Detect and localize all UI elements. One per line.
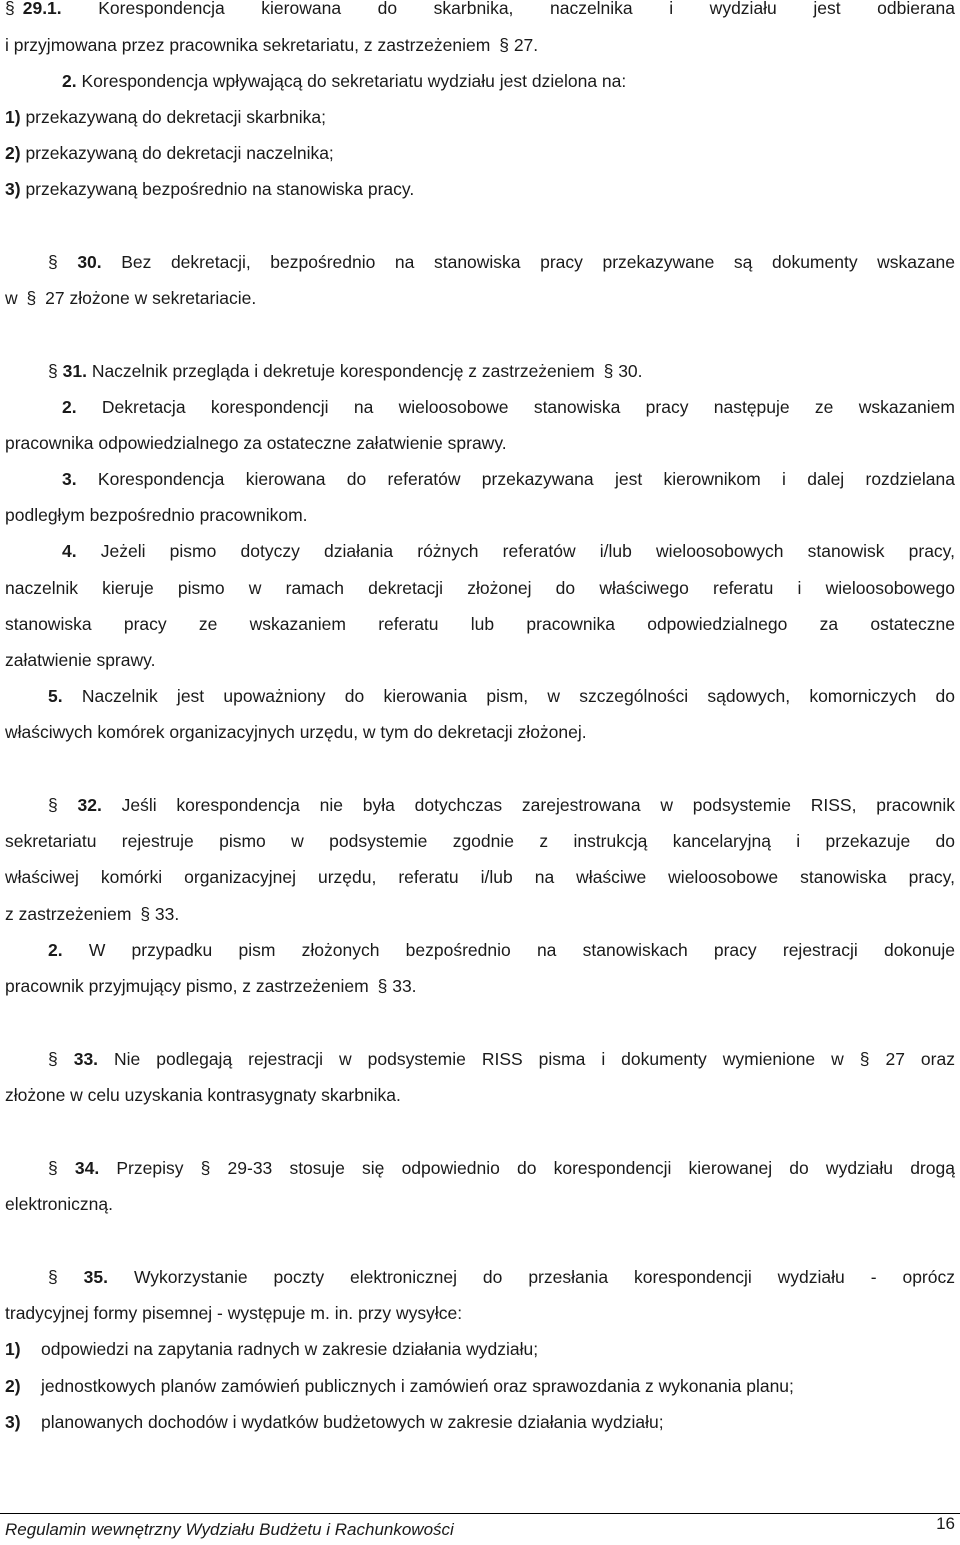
section-sign: § xyxy=(200,1158,211,1178)
para-number: 3. xyxy=(62,469,77,489)
item-text: przekazywaną bezpośrednio na stanowiska pracy. xyxy=(25,179,415,199)
para-number: 34. xyxy=(74,1158,100,1178)
para-text: elektroniczną. xyxy=(5,1194,113,1214)
para-30-line-1 xyxy=(5,251,955,273)
para-text: złożone w celu uzyskania kontrasygnaty skarbnika. xyxy=(5,1085,401,1105)
para-number: 29.1. xyxy=(22,0,62,18)
para-32-line-3 xyxy=(5,866,955,888)
para-text: Naczelnik jest upoważniony do kierowania pism, w szczególności sądowych, komorniczych do xyxy=(81,686,955,706)
page-number: 16 xyxy=(936,1514,955,1533)
section-sign: § xyxy=(140,904,151,924)
section-sign: § xyxy=(48,1158,58,1178)
para-text: 27 oraz xyxy=(885,1049,955,1069)
footer-title: Regulamin wewnętrzny Wydziału Budżetu i Rachunkowości xyxy=(5,1520,454,1539)
section-sign: § xyxy=(48,361,58,381)
section-sign: § xyxy=(48,795,58,815)
para-31-4-line-2 xyxy=(5,577,955,599)
list-item xyxy=(5,142,955,164)
list-item xyxy=(5,106,955,128)
para-33-line-2 xyxy=(5,1084,955,1106)
item-number: 1) xyxy=(5,1339,21,1359)
item-number: 2) xyxy=(5,143,21,163)
ref-text: 30. xyxy=(618,361,643,381)
para-31-5-line-1 xyxy=(48,685,955,707)
para-text: Jeśli korespondencja nie była dotychczas zarejestrowana w podsystemie RISS, pracownik xyxy=(121,795,955,815)
ref-text: 33. xyxy=(154,904,180,924)
item-number: 2) xyxy=(5,1376,21,1396)
list-item xyxy=(5,178,955,200)
para-text: właściwych komórek organizacyjnych urzędu, w tym do dekretacji złożonej. xyxy=(5,722,587,742)
para-text: W przypadku pism złożonych bezpośrednio na stanowiskach pracy rejestracji dokonuje xyxy=(88,940,955,960)
para-32-2-line-1 xyxy=(48,939,955,961)
list-item xyxy=(5,1338,955,1360)
item-text: jednostkowych planów zamówień publicznych i zamówień oraz sprawozdania z wykonania planu; xyxy=(41,1376,794,1396)
para-35-line-2 xyxy=(5,1302,955,1324)
para-31-4-line-4 xyxy=(5,649,955,671)
para-text: Dekretacja korespondencji na wieloosobowe stanowiska pracy następuje ze wskazaniem xyxy=(101,397,955,417)
para-31-3-line-2 xyxy=(5,504,955,526)
ref-text: 27. xyxy=(513,35,539,55)
section-sign: § xyxy=(377,976,388,996)
para-text: w xyxy=(5,288,18,308)
para-number: 31. xyxy=(62,361,87,381)
para-31-2-line-2 xyxy=(5,432,955,454)
section-sign: § xyxy=(499,35,509,55)
para-32-line-2 xyxy=(5,830,955,852)
para-33-line-1 xyxy=(5,1048,955,1070)
list-item xyxy=(5,1375,955,1397)
section-sign: § xyxy=(859,1049,870,1069)
para-text: pracownika odpowiedzialnego za ostateczne załatwienie sprawy. xyxy=(5,433,507,453)
para-text: 27 złożone w sekretariacie. xyxy=(45,288,257,308)
para-text: sekretariatu rejestruje pismo w podsystemie zgodnie z instrukcją kancelaryjną i przekazuje do xyxy=(5,831,955,851)
para-text: Korespondencja wpływającą do sekretariatu wydziału jest dzielona na: xyxy=(81,71,627,91)
section-sign: § xyxy=(48,252,58,272)
para-text: tradycyjnej formy pisemnej - występuje m. in. przy wysyłce: xyxy=(5,1303,463,1323)
section-sign: § xyxy=(603,361,614,381)
item-number: 1) xyxy=(5,107,21,127)
para-32-line-1 xyxy=(5,794,955,816)
list-item xyxy=(5,1411,955,1433)
para-34-line-2 xyxy=(5,1193,955,1215)
para-number: 2. xyxy=(62,71,77,91)
para-31-1 xyxy=(5,360,955,382)
para-text: Bez dekretacji, bezpośrednio na stanowiska pracy przekazywane są dokumenty wskazane xyxy=(121,252,955,272)
para-number: 32. xyxy=(77,795,102,815)
section-sign: § xyxy=(26,288,37,308)
para-31-4-line-3 xyxy=(5,613,955,635)
para-34-line-1 xyxy=(5,1157,955,1179)
para-number: 35. xyxy=(83,1267,108,1287)
para-31-4-line-1 xyxy=(62,540,955,562)
para-32-2-line-2 xyxy=(5,975,955,997)
para-35-line-1 xyxy=(5,1266,955,1288)
para-number: 4. xyxy=(62,541,77,561)
item-text: planowanych dochodów i wydatków budżetowych w zakresie działania wydziału; xyxy=(41,1412,664,1432)
footer-divider xyxy=(0,1513,960,1514)
item-number: 3) xyxy=(5,1412,21,1432)
para-number: 33. xyxy=(73,1049,99,1069)
para-30-line-2 xyxy=(5,287,955,309)
para-text: stanowiska pracy ze wskazaniem referatu lub pracownika odpowiedzialnego za ostateczne xyxy=(5,614,955,634)
para-31-2-line-1 xyxy=(62,396,955,418)
para-number: 2. xyxy=(62,397,77,417)
item-number: 3) xyxy=(5,179,21,199)
ref-text: 33. xyxy=(392,976,417,996)
para-number: 30. xyxy=(77,252,102,272)
para-29-2 xyxy=(62,70,960,92)
section-sign: § xyxy=(48,1049,58,1069)
para-text: Korespondencja kierowana do skarbnika, naczelnika i wydziału jest odbierana xyxy=(98,0,955,18)
item-text: przekazywaną do dekretacji skarbnika; xyxy=(25,107,327,127)
para-29-1-line-2 xyxy=(5,34,955,56)
section-sign: § xyxy=(48,1267,58,1287)
para-number: 5. xyxy=(48,686,63,706)
para-text: 29-33 stosuje się odpowiednio do korespondencji kierowanej do wydziału drogą xyxy=(227,1158,955,1178)
para-text: i przyjmowana przez pracownika sekretariatu, z zastrzeżeniem xyxy=(5,35,491,55)
para-text: Naczelnik przegląda i dekretuje korespondencję z zastrzeżeniem xyxy=(91,361,595,381)
para-text: z zastrzeżeniem xyxy=(5,904,132,924)
para-text: Nie podlegają rejestracji w podsystemie RISS pisma i dokumenty wymienione w xyxy=(114,1049,844,1069)
para-text: Przepisy xyxy=(116,1158,184,1178)
para-text: pracownik przyjmujący pismo, z zastrzeżeniem xyxy=(5,976,369,996)
para-text: Korespondencja kierowana do referatów przekazywana jest kierownikom i dalej rozdzielana xyxy=(97,469,955,489)
para-text: podległym bezpośrednio pracownikom. xyxy=(5,505,308,525)
item-text: odpowiedzi na zapytania radnych w zakresie działania wydziału; xyxy=(41,1339,539,1359)
para-text: Wykorzystanie poczty elektronicznej do przesłania korespondencji wydziału - oprócz xyxy=(133,1267,955,1287)
para-32-line-4 xyxy=(5,903,955,925)
item-text: przekazywaną do dekretacji naczelnika; xyxy=(25,143,334,163)
para-29-1-line-1 xyxy=(5,0,955,19)
para-number: 2. xyxy=(48,940,63,960)
para-31-5-line-2 xyxy=(5,721,955,743)
para-text: załatwienie sprawy. xyxy=(5,650,156,670)
para-text: naczelnik kieruje pismo w ramach dekretacji złożonej do właściwego referatu i wieloosobowego xyxy=(5,578,955,598)
para-31-3-line-1 xyxy=(62,468,955,490)
para-text: Jeżeli pismo dotyczy działania różnych referatów i/lub wieloosobowych stanowisk pracy, xyxy=(100,541,955,561)
section-sign: § xyxy=(5,0,15,18)
para-text: właściwej komórki organizacyjnej urzędu, referatu i/lub na właściwe wieloosobowe stanowiska pracy, xyxy=(5,867,955,887)
